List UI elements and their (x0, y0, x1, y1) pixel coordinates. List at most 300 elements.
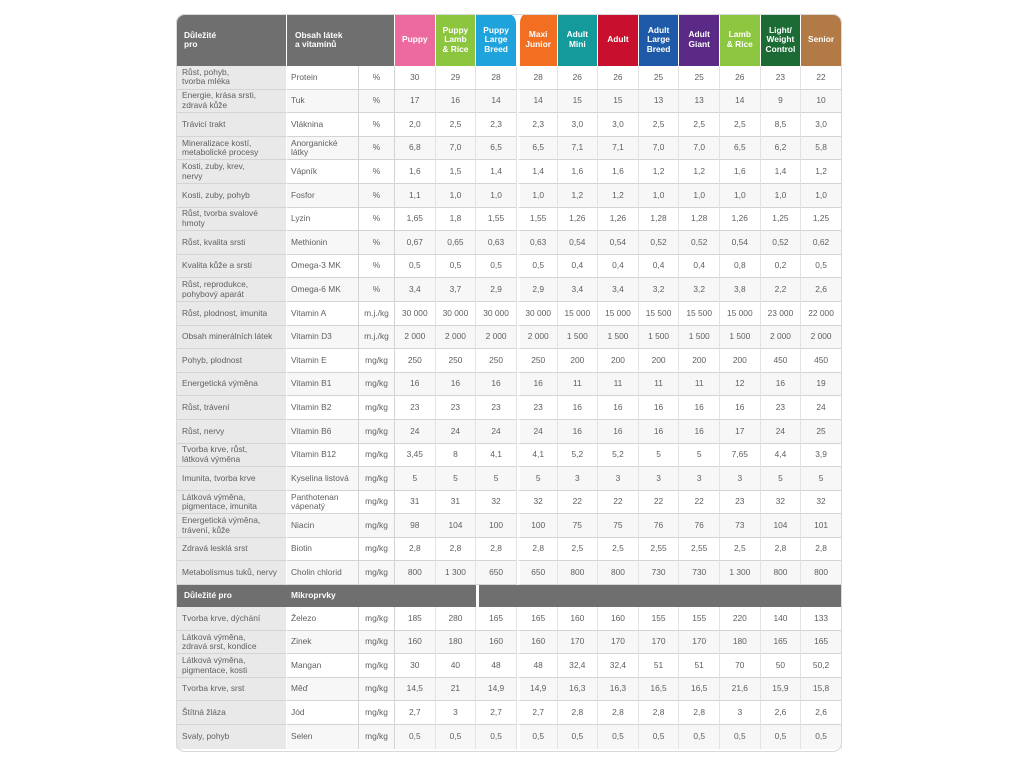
value-cell (558, 654, 599, 678)
value-cell (720, 184, 761, 208)
value-cell-text: 2,5 (652, 118, 665, 129)
nutrient-cell-text: Omega-6 MK (291, 283, 341, 294)
unit-cell-text: % (372, 165, 381, 176)
value-cell-text: 22 (694, 496, 704, 507)
value-cell-text: 8 (453, 449, 458, 460)
value-cell-text: 26 (613, 71, 623, 82)
header-purpose-label: Důležité pro (184, 29, 217, 49)
value-cell-text: 15 (613, 95, 623, 106)
value-cell (436, 420, 477, 444)
value-cell (395, 90, 436, 114)
value-cell (395, 467, 436, 491)
unit-cell (359, 137, 395, 161)
purpose-cell (176, 278, 287, 302)
value-cell (558, 302, 599, 326)
value-cell-text: 800 (610, 567, 625, 578)
unit-cell (359, 725, 395, 749)
value-cell-text: 6,8 (408, 142, 421, 153)
unit-cell-text: mg/kg (365, 683, 388, 694)
nutrient-cell-text: Tuk (291, 95, 305, 106)
value-cell (395, 420, 436, 444)
value-cell-text: 24 (775, 425, 786, 436)
value-cell (679, 373, 720, 397)
purpose-cell (176, 538, 287, 562)
value-cell-text: 3 (656, 472, 661, 483)
value-cell (517, 561, 558, 585)
unit-cell-text: mg/kg (365, 636, 388, 647)
value-cell-text: 16 (450, 378, 461, 389)
value-cell-text: 16,3 (569, 683, 586, 694)
value-cell (395, 255, 436, 279)
value-cell (801, 444, 842, 468)
value-cell (598, 326, 639, 350)
value-cell-text: 2,8 (408, 543, 421, 554)
purpose-cell (176, 607, 287, 631)
value-cell-text: 16 (410, 378, 420, 389)
nutrient-cell (287, 561, 359, 585)
value-cell (720, 538, 761, 562)
nutrient-cell-text: Vitamin B6 (291, 425, 332, 436)
value-cell (801, 467, 842, 491)
value-cell-text: 3 (615, 472, 621, 483)
value-cell-text: 5 (818, 472, 824, 483)
value-cell-text: 5 (412, 472, 418, 483)
value-cell-text: 2,5 (571, 543, 584, 554)
value-cell-text: 0,5 (532, 731, 545, 742)
value-cell-text: 15 000 (605, 307, 631, 318)
value-cell (517, 255, 558, 279)
value-cell (720, 66, 761, 90)
value-cell-text: 180 (732, 636, 747, 647)
value-cell-text: 3,45 (406, 449, 423, 460)
value-cell-text: 13 (653, 95, 664, 106)
value-cell-text: 22 (653, 496, 664, 507)
value-cell-text: 1,0 (449, 189, 462, 200)
value-cell-text: 2 000 (444, 331, 466, 342)
value-cell (639, 701, 680, 725)
nutrient-cell-text: Kyselina listová (291, 472, 349, 483)
value-cell (517, 467, 558, 491)
table-row (176, 184, 842, 208)
value-cell-text: 24 (816, 401, 826, 412)
value-cell-text: 0,5 (652, 731, 665, 742)
value-cell (679, 66, 720, 90)
table-row (176, 66, 842, 90)
value-cell-text: 0,5 (815, 731, 827, 742)
purpose-cell (176, 514, 287, 538)
value-cell (761, 607, 802, 631)
value-cell (517, 137, 558, 161)
value-cell (476, 66, 517, 90)
value-cell-text: 76 (653, 519, 664, 530)
purpose-cell-text: Růst, trávení (182, 401, 230, 412)
value-cell (720, 208, 761, 232)
value-cell (639, 538, 680, 562)
value-cell-text: 101 (814, 519, 829, 530)
value-cell-text: 51 (653, 659, 664, 670)
value-cell (598, 255, 639, 279)
unit-cell (359, 444, 395, 468)
nutrient-cell-text: Biotin (291, 543, 312, 554)
value-cell-text: 1,26 (609, 213, 627, 224)
value-cell (395, 278, 436, 302)
nutrient-cell-text: Vápník (291, 165, 318, 176)
nutrient-cell-text: Vitamin D3 (291, 331, 332, 342)
value-cell-text: 23 (775, 71, 786, 82)
value-cell (476, 725, 517, 749)
value-cell (639, 444, 680, 468)
value-cell-text: 5,8 (815, 142, 827, 153)
nutrient-cell (287, 654, 359, 678)
table-row (176, 160, 842, 184)
unit-cell-text: % (372, 118, 381, 129)
value-cell (639, 420, 680, 444)
value-cell (598, 184, 639, 208)
purpose-cell-text: Růst, reprodukce, pohybový aparát (182, 279, 249, 299)
unit-cell (359, 255, 395, 279)
value-cell (436, 184, 477, 208)
value-cell-text: 1,2 (652, 165, 665, 176)
value-cell (476, 231, 517, 255)
value-cell-text: 31 (450, 496, 461, 507)
value-cell-text: 24 (533, 425, 543, 436)
unit-cell-text: mg/kg (365, 378, 388, 389)
value-cell-text: 200 (570, 354, 585, 365)
value-cell (476, 396, 517, 420)
value-cell (679, 302, 720, 326)
value-cell (395, 66, 436, 90)
value-cell (476, 420, 517, 444)
value-cell (639, 725, 680, 749)
value-cell (720, 90, 761, 114)
value-cell-text: 23 (775, 401, 786, 412)
product-header-4 (558, 14, 599, 66)
value-cell (598, 631, 639, 655)
nutrient-cell-text: Vitamin B12 (291, 449, 337, 460)
value-cell-text: 2,9 (490, 283, 502, 294)
value-cell (598, 160, 639, 184)
value-cell (639, 90, 680, 114)
value-cell-text: 280 (448, 612, 463, 623)
value-cell (395, 160, 436, 184)
value-cell (598, 137, 639, 161)
value-cell (598, 538, 639, 562)
value-cell-text: 3 (737, 472, 743, 483)
value-cell (801, 725, 842, 749)
value-cell-text: 17 (735, 425, 745, 436)
value-cell (476, 184, 517, 208)
nutrient-cell-text: Selen (291, 731, 313, 742)
value-cell-text: 16 (491, 378, 501, 389)
value-cell-text: 7,0 (693, 142, 706, 153)
value-cell-text: 7,1 (571, 142, 584, 153)
purpose-cell-text: Růst, pohyb, tvorba mléka (182, 66, 230, 87)
table-row (176, 373, 842, 397)
unit-cell-text: mg/kg (365, 449, 388, 460)
nutrient-cell (287, 208, 359, 232)
table-row (176, 678, 842, 702)
purpose-cell-text: Kosti, zuby, pohyb (182, 189, 250, 200)
value-cell-text: 75 (613, 519, 623, 530)
value-cell (476, 278, 517, 302)
value-cell (436, 396, 477, 420)
header-content (287, 14, 395, 66)
nutrient-cell (287, 326, 359, 350)
purpose-cell (176, 725, 287, 749)
subheader-purpose: Důležité pro (176, 585, 287, 607)
purpose-cell (176, 160, 287, 184)
vitamins-section (176, 66, 842, 585)
value-cell (801, 538, 842, 562)
value-cell (801, 160, 842, 184)
value-cell (558, 373, 599, 397)
value-cell (558, 90, 599, 114)
value-cell (517, 326, 558, 350)
value-cell (761, 678, 802, 702)
value-cell-text: 800 (814, 567, 829, 578)
value-cell-text: 220 (732, 612, 747, 623)
value-cell (720, 678, 761, 702)
nutrient-cell (287, 420, 359, 444)
product-header-label: Puppy Large Breed (483, 24, 509, 54)
value-cell-text: 2,5 (733, 118, 746, 129)
value-cell (720, 302, 761, 326)
value-cell-text: 160 (570, 612, 585, 623)
value-cell-text: 0,5 (490, 260, 502, 271)
value-cell (558, 184, 599, 208)
nutrient-cell-text: Niacin (291, 519, 315, 530)
value-cell (801, 255, 842, 279)
value-cell (476, 654, 517, 678)
table-row (176, 137, 842, 161)
table-row (176, 113, 842, 137)
value-cell-text: 1 300 (444, 567, 466, 578)
unit-cell (359, 231, 395, 255)
value-cell-text: 1 500 (648, 331, 670, 342)
value-cell-text: 15 000 (564, 307, 591, 318)
product-header-1 (436, 14, 477, 66)
value-cell-text: 23 (450, 401, 461, 412)
value-cell-text: 650 (531, 567, 546, 578)
value-cell-text: 16 (572, 401, 582, 412)
value-cell-text: 1,2 (571, 189, 584, 200)
value-cell (679, 678, 720, 702)
value-cell-text: 0,62 (812, 236, 830, 247)
value-cell (598, 231, 639, 255)
value-cell (395, 654, 436, 678)
value-cell-text: 0,5 (449, 260, 462, 271)
value-cell-text: 0,52 (650, 236, 667, 247)
value-cell-text: 15,9 (772, 683, 789, 694)
nutrient-cell (287, 491, 359, 515)
value-cell (436, 491, 477, 515)
value-cell-text: 21 (450, 683, 461, 694)
nutrient-cell (287, 184, 359, 208)
value-cell-text: 48 (491, 659, 501, 670)
value-cell-text: 800 (407, 567, 422, 578)
value-cell (720, 467, 761, 491)
value-cell (517, 701, 558, 725)
purpose-cell-text: Růst, kvalita srsti (182, 236, 246, 247)
value-cell-text: 23 (533, 401, 543, 412)
nutrition-table (176, 14, 842, 749)
value-cell (558, 725, 599, 749)
value-cell-text: 25 (816, 425, 826, 436)
value-cell (761, 420, 802, 444)
value-cell (558, 66, 599, 90)
value-cell-text: 30 (410, 71, 420, 82)
value-cell-text: 250 (407, 354, 422, 365)
value-cell (639, 278, 680, 302)
value-cell (761, 302, 802, 326)
nutrient-cell-text: Vitamin E (291, 354, 327, 365)
purpose-cell (176, 561, 287, 585)
value-cell-text: 104 (773, 519, 788, 530)
product-header-label: Senior (808, 34, 835, 45)
value-cell (395, 231, 436, 255)
unit-cell (359, 373, 395, 397)
value-cell-text: 11 (654, 378, 663, 389)
value-cell (436, 326, 477, 350)
value-cell (558, 396, 599, 420)
value-cell (598, 444, 639, 468)
value-cell-text: 7,65 (731, 449, 748, 460)
value-cell (639, 208, 680, 232)
value-cell (679, 631, 720, 655)
value-cell-text: 1,55 (487, 213, 505, 224)
product-header-3 (517, 14, 558, 66)
value-cell (517, 631, 558, 655)
product-header-label: Light/ Weight Control (765, 24, 796, 54)
value-cell-text: 14,9 (487, 683, 505, 694)
purpose-cell (176, 208, 287, 232)
value-cell-text: 100 (531, 519, 546, 530)
value-cell-text: 0,54 (569, 236, 586, 247)
value-cell-text: 6,2 (774, 142, 787, 153)
unit-cell-text: mg/kg (365, 543, 388, 554)
value-cell (598, 113, 639, 137)
value-cell (476, 631, 517, 655)
value-cell (517, 184, 558, 208)
value-cell (476, 160, 517, 184)
value-cell (761, 491, 802, 515)
product-header-10 (801, 14, 842, 66)
value-cell (639, 113, 680, 137)
value-cell-text: 450 (814, 354, 829, 365)
value-cell (436, 607, 477, 631)
value-cell-text: 200 (651, 354, 666, 365)
nutrient-cell (287, 725, 359, 749)
nutrient-cell (287, 514, 359, 538)
value-cell (761, 631, 802, 655)
nutrient-cell-text: Methionin (291, 236, 328, 247)
purpose-cell-text: Energie, krása srsti, zdravá kůže (182, 90, 257, 110)
value-cell-text: 14 (735, 95, 745, 106)
value-cell-text: 32,4 (569, 659, 586, 670)
value-cell-text: 16 (450, 95, 461, 106)
value-cell-text: 16 (572, 425, 582, 436)
value-cell (679, 90, 720, 114)
value-cell-text: 16,5 (691, 683, 708, 694)
value-cell-text: 3 (737, 707, 743, 718)
value-cell-text: 165 (814, 636, 829, 647)
unit-cell-text: % (372, 236, 381, 247)
value-cell (720, 160, 761, 184)
value-cell (679, 113, 720, 137)
table-row (176, 278, 842, 302)
value-cell (476, 701, 517, 725)
purpose-cell (176, 701, 287, 725)
value-cell (395, 302, 436, 326)
value-cell (761, 561, 802, 585)
value-cell-text: 0,8 (733, 260, 746, 271)
product-header-0 (395, 14, 436, 66)
nutrient-cell (287, 631, 359, 655)
value-cell (517, 396, 558, 420)
value-cell-text: 0,4 (652, 260, 665, 271)
value-cell (436, 701, 477, 725)
table-row (176, 231, 842, 255)
table-row (176, 467, 842, 491)
unit-cell-text: % (372, 71, 381, 82)
value-cell-text: 0,5 (532, 260, 545, 271)
header-content-label: Obsah látek a vitamínů (295, 29, 343, 49)
value-cell (720, 231, 761, 255)
value-cell (395, 561, 436, 585)
value-cell (598, 208, 639, 232)
value-cell (558, 701, 599, 725)
value-cell-text: 800 (773, 567, 788, 578)
value-cell (639, 607, 680, 631)
unit-cell-text: mg/kg (365, 659, 388, 670)
value-cell-text: 0,5 (612, 731, 624, 742)
value-cell (720, 255, 761, 279)
product-header-7 (679, 14, 720, 66)
value-cell-text: 730 (692, 567, 707, 578)
unit-cell-text: % (372, 189, 381, 200)
value-cell-text: 3,0 (571, 118, 584, 129)
value-cell-text: 2,55 (650, 543, 667, 554)
value-cell (801, 631, 842, 655)
purpose-cell-text: Imunita, tvorba krve (182, 472, 256, 483)
value-cell (517, 160, 558, 184)
nutrient-cell (287, 538, 359, 562)
value-cell (436, 113, 477, 137)
value-cell (679, 467, 720, 491)
value-cell (639, 396, 680, 420)
value-cell (476, 538, 517, 562)
unit-cell (359, 160, 395, 184)
value-cell-text: 5 (696, 449, 702, 460)
value-cell-text: 2,3 (490, 118, 502, 129)
value-cell (558, 137, 599, 161)
value-cell-text: 24 (491, 425, 501, 436)
purpose-cell-text: Růst, tvorba svalové hmoty (182, 208, 258, 228)
value-cell (598, 349, 639, 373)
value-cell (436, 514, 477, 538)
value-cell-text: 0,4 (571, 260, 584, 271)
product-header-label: Adult Large Breed (646, 24, 671, 54)
purpose-cell-text: Pohyb, plodnost (182, 354, 243, 365)
purpose-cell-text: Růst, nervy (182, 425, 225, 436)
unit-cell (359, 66, 395, 90)
unit-cell (359, 654, 395, 678)
value-cell-text: 1,26 (731, 213, 748, 224)
value-cell (761, 467, 802, 491)
value-cell (761, 396, 802, 420)
value-cell (598, 654, 639, 678)
value-cell (395, 208, 436, 232)
